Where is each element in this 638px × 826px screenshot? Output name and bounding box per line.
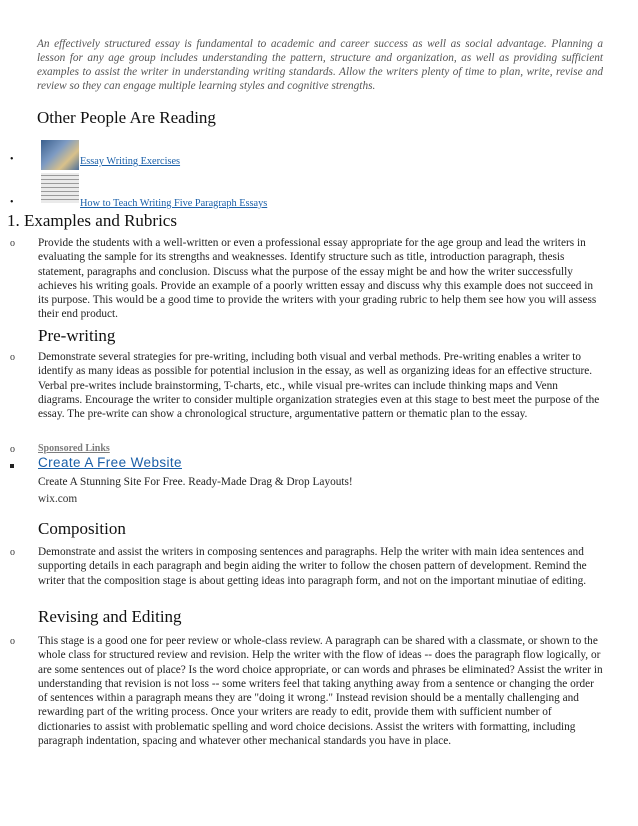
list-circle-marker: o — [10, 636, 15, 647]
list-bullet: • — [10, 154, 14, 165]
section-title: Examples and Rubrics — [24, 211, 177, 230]
revising-paragraph: This stage is a good one for peer review or whole-class review. A paragraph can be shared with a classmate, or shown to the whole class for structured review and revision. Help the writer with the flow of ideas -- does the paragraph flow logically, or are some sentences out of place? Is the word choice appropriate, or can words and phrases be eliminated? Assist the writer in understanding that revision is not loss -- some writers feel that taking anything away from a sentence or changing the order of sentences within a paragraph means they are "doing it wrong." Instead revision should be a mentally challenging and rewarding part of the writing process. Once your writers are ready to edit, provide them with sufficient number of dictionaries to assist with problematic spelling and word choice decisions. Assist the writers with formatting, including paragraph indentation, spacing and whatever other mechanical standards you have in place. — [38, 635, 603, 748]
ad-description: Create A Stunning Site For Free. Ready-Made Drag & Drop Layouts! — [38, 476, 353, 488]
section-heading-examples — [7, 211, 177, 231]
list-circle-marker: o — [10, 238, 15, 249]
list-circle-marker: o — [10, 547, 15, 558]
five-paragraph-essays-link[interactable]: How to Teach Writing Five Paragraph Essays — [80, 198, 268, 209]
composition-heading: Composition — [38, 519, 126, 538]
list-bullet: • — [10, 197, 14, 208]
sponsored-links-label[interactable]: Sponsored Links — [38, 443, 110, 454]
revising-editing-heading: Revising and Editing — [38, 607, 182, 626]
ad-domain[interactable]: wix.com — [38, 493, 78, 505]
five-paragraph-thumbnail[interactable] — [41, 173, 79, 203]
essay-exercises-thumbnail[interactable] — [41, 140, 79, 170]
essay-writing-exercises-link[interactable]: Essay Writing Exercises — [80, 156, 181, 167]
list-circle-marker: o — [10, 352, 15, 363]
composition-paragraph: Demonstrate and assist the writers in composing sentences and paragraphs. Help the writer with main idea sentences and supporting details in each paragraph and begin aiding the writer to follow the chosen pattern of development. Remind the writer that the composition stage is about getting ideas into paragraph form, and not on the important minutiae of editing. — [38, 546, 587, 587]
list-circle-marker: o — [10, 444, 15, 455]
intro-paragraph: An effectively structured essay is fundamental to academic and career success as well as social advantage. Planning a lesson for any age group includes understanding the pattern, structure and organization, as well as providing sufficient examples to assist the writer in understanding writing standards. Allow the writers plenty of time to plan, write, revise and review so they can engage multiple learning styles and cognitive strengths. — [37, 38, 603, 92]
other-people-reading-heading: Other People Are Reading — [37, 108, 216, 127]
examples-paragraph: Provide the students with a well-written or even a professional essay appropriate for the age group and lead the writers in evaluating the sample for its strengths and weaknesses. Identify structure such as title, introduction paragraph, thesis statement, paragraphs and conclusion. Discuss what the purpose of the essay might be and how the writer successfully achieves his writing goals. Provide an example of a poorly written essay and discuss why this example does not succeed in its purpose. This would be a good time to provide the writers with your grading rubric to help them see how you will assess their end product. — [38, 237, 597, 321]
list-square-marker — [10, 464, 14, 468]
prewriting-paragraph: Demonstrate several strategies for pre-writing, including both visual and verbal methods. Pre-writing enables a writer to identify as many ideas as possible for potential inclusion in the essay, as well as organizing ideas for an effective structure. Verbal pre-writes include brainstorming, T-charts, etc., while visual pre-writes can include thinking maps and Venn diagrams. Encourage the writer to consider multiple organization strategies even at this stage to best meet the purpose of the essay. The pre-write can show a chronological structure, argumentative pattern or thematic plan to the essay. — [38, 351, 600, 421]
prewriting-heading: Pre-writing — [38, 326, 116, 345]
section-number: 1. — [7, 211, 20, 230]
create-free-website-link[interactable]: Create A Free Website — [38, 455, 182, 470]
